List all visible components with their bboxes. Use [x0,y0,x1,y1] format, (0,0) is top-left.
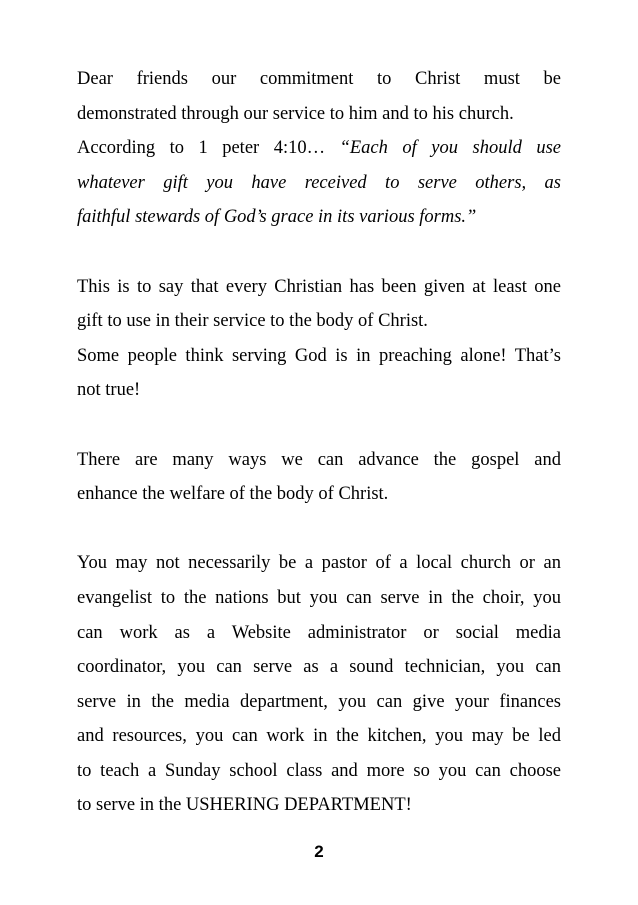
text-line: There are many ways we can advance the gospel and [77,449,561,470]
text-line: to teach a Sunday school class and more so you can choose [77,760,561,781]
text-line: and resources, you can work in the kitchen, you may be led [77,726,561,747]
page-body [77,62,561,823]
scripture-reference: According to 1 peter 4:10… [77,138,340,159]
text-line: not true! [77,380,141,401]
scripture-intro-line [77,131,561,166]
text-line: evangelist to the nations but you can serve in the choir, you [77,587,561,608]
text-line: serve in the media department, you can give your finances [77,691,561,712]
scripture-quote-line: faithful stewards of God’s grace in its various forms.” [77,207,477,228]
text-line: to serve in the USHERING DEPARTMENT! [77,795,412,816]
text-line: This is to say that every Christian has been given at least one [77,276,561,297]
text-line: Dear friends our commitment to Christ must be [77,69,561,89]
scripture-quote-line: whatever gift you have received to serve others, as [77,172,561,193]
page-number: 2 [314,842,324,861]
text-line: You may not necessarily be a pastor of a local church or an [77,553,561,574]
text-line: can work as a Website administrator or social media [77,622,561,643]
text-line: enhance the welfare of the body of Christ. [77,484,389,505]
text-line: demonstrated through our service to him and to his church. [77,103,514,124]
text-line: Some people think serving God is in preaching alone! That’s [77,345,561,366]
text-line: coordinator, you can serve as a sound technician, you can [77,657,561,678]
scripture-quote-start: “Each of you should use [339,138,561,159]
text-line: gift to use in their service to the body of Christ. [77,311,428,332]
